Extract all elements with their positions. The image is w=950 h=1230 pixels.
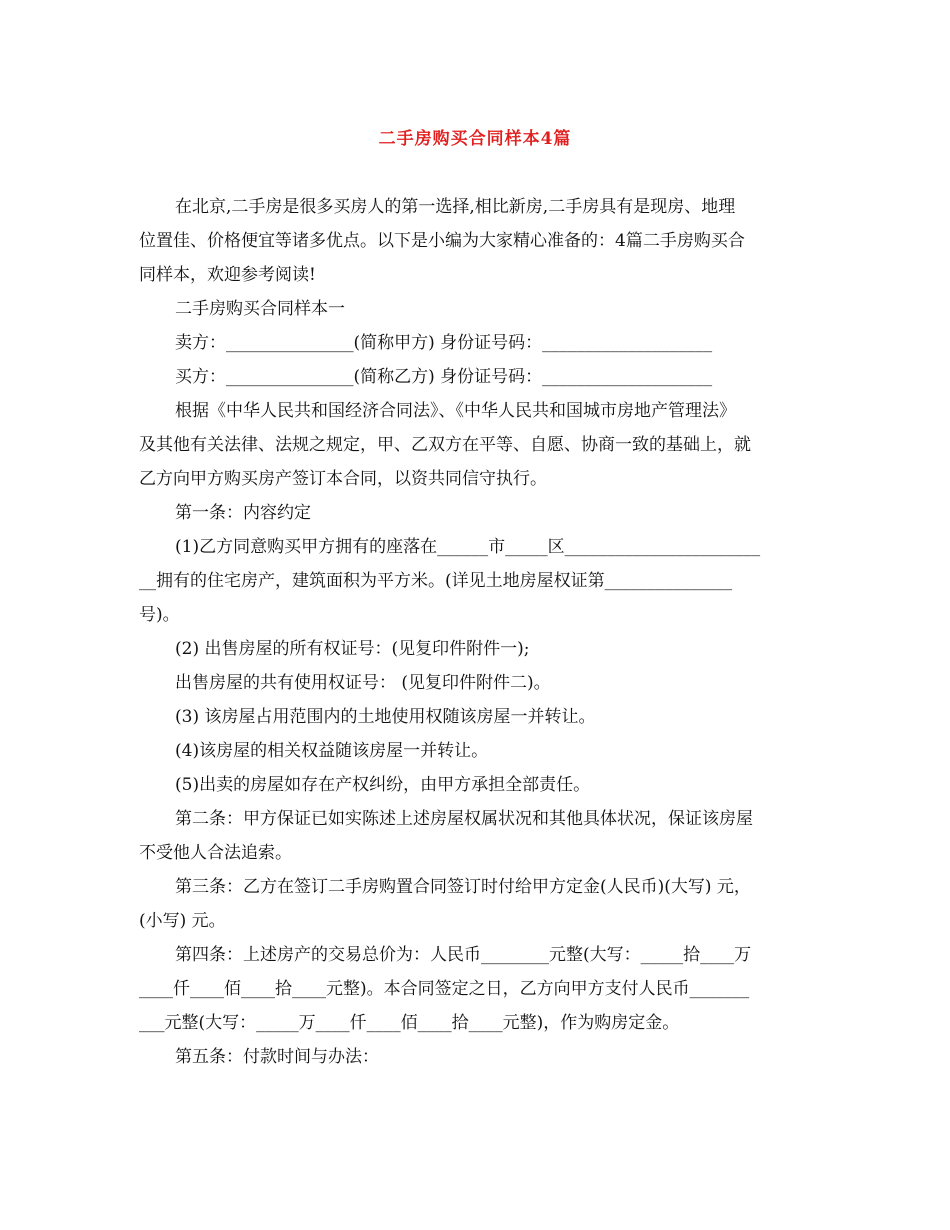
article1-heading: 第一条：内容约定 <box>175 503 311 523</box>
article1-item2b: 出售房屋的共有使用权证号： (见复印件附件二)。 <box>175 673 551 693</box>
sample-heading: 二手房购买合同样本一 <box>175 299 345 319</box>
article2-line: 不受他人合法追索。 <box>139 843 292 863</box>
intro-line: 在北京,二手房是很多买房人的第一选择,相比新房,二手房具有是现房、地理 <box>175 197 736 217</box>
article3-line: (小写) 元。 <box>139 911 226 931</box>
article1-item2: (2) 出售房屋的所有权证号：(见复印件附件一); <box>175 639 530 659</box>
article5-heading: 第五条：付款时间与办法： <box>175 1047 379 1067</box>
article3-line: 第三条：乙方在签订二手房购置合同签订时付给甲方定金(人民币)(大写) 元， <box>175 877 751 897</box>
intro-line: 位置佳、价格便宜等诸多优点。以下是小编为大家精心准备的：4篇二手房购买合 <box>139 231 745 251</box>
article1-item5: (5)出卖的房屋如存在产权纠纷，由甲方承担全部责任。 <box>175 775 591 795</box>
article1-item1-line: (1)乙方同意购买甲方拥有的座落在______市_____区_______________________ <box>175 537 761 557</box>
article1-item1 <box>139 530 815 632</box>
article2-line: 第二条：甲方保证已如实陈述上述房屋权属状况和其他具体状况，保证该房屋 <box>175 809 753 829</box>
article4-line: ___元整(大写：_____万____仟____佰____拾____元整)，作为购房定金。 <box>139 1013 680 1033</box>
basis-line: 及其他有关法律、法规之规定，甲、乙双方在平等、自愿、协商一致的基础上，就 <box>139 435 751 455</box>
article1-item1-line: 号)。 <box>139 605 180 625</box>
seller-line: 卖方：_______________(简称甲方) 身份证号码：____________________ <box>175 333 713 353</box>
article4-line: ____仟____佰____拾____元整)。本合同签定之日，乙方向甲方支付人民币_______ <box>139 979 750 999</box>
article2-paragraph <box>139 802 815 870</box>
intro-line: 同样本，欢迎参考阅读! <box>139 265 316 285</box>
article4-line: 第四条：上述房产的交易总价为：人民币________元整(大写：_____拾____万 <box>175 945 752 965</box>
article1-item3: (3) 该房屋占用范围内的土地使用权随该房屋一并转让。 <box>175 707 596 727</box>
article1-item1-line: __拥有的住宅房产，建筑面积为平方米。(详见土地房屋权证第_______________ <box>139 571 733 591</box>
article1-item4: (4)该房屋的相关权益随该房屋一并转让。 <box>175 741 489 761</box>
document-body <box>139 190 815 1074</box>
intro-paragraph <box>139 190 815 292</box>
basis-paragraph <box>139 394 815 496</box>
document-title: 二手房购买合同样本4篇 <box>378 129 572 149</box>
basis-line: 根据《中华人民共和国经济合同法》、《中华人民共和国城市房地产管理法》 <box>175 401 736 421</box>
article4-paragraph <box>139 938 815 1040</box>
article3-paragraph <box>139 870 815 938</box>
buyer-line: 买方：_______________(简称乙方) 身份证号码：____________________ <box>175 367 713 387</box>
basis-line: 乙方向甲方购买房产签订本合同，以资共同信守执行。 <box>139 469 547 489</box>
